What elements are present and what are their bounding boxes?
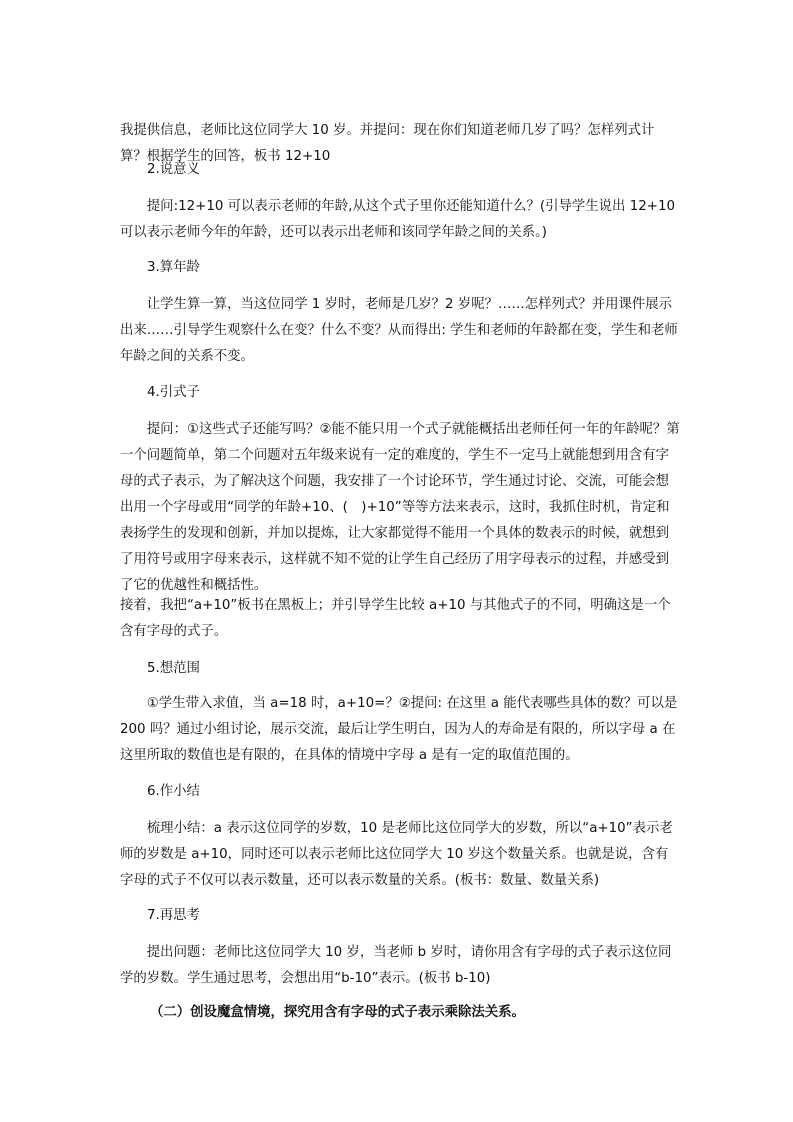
paragraph-5: ①学生带入求值，当 a=18 时，a+10=？②提问: 在这里 a 能代表哪些具体的数？可以是 200 吗？通过小组讨论，展示交流，最后让学生明白，因为人的寿命是有限的，所以字母 a 在这里所取的数值也是有限的，在具体的情境中字母 a 是有一定的取值范围的。 [120,696,678,763]
paragraph-6: 梳理小结：a 表示这位同学的岁数，10 是老师比这位同学大的岁数，所以“a+10”表示老师的岁数是 a+10，同时还可以表示老师比这位同学大 10 岁这个数量关系。也就是说，含有字母的式子不仅可以表示数量，还可以表示数量的关系。(板书：数量、数量关系) [120,821,673,888]
paragraph-intro: 我提供信息，老师比这位同学大 10 岁。并提问：现在你们知道老师几岁了吗？怎样列式计算？根据学生的回答，板书 12+10 [120,123,655,164]
heading-2: 2.说意义 [147,162,200,177]
heading-5: 5.想范围 [147,661,200,676]
paragraph-7: 提出问题：老师比这位同学大 10 岁，当老师 b 岁时，请你用含有字母的式子表示这位同学的岁数。学生通过思考，会想出用“b-10”表示。(板书 b-10) [120,945,672,986]
heading-3: 3.算年龄 [147,260,200,275]
section-heading-2: （二）创设魔盒情境，探究用含有字母的式子表示乘除法关系。 [150,1005,525,1020]
paragraph-4b: 接着，我把“a+10”板书在黑板上；并引导学生比较 a+10 与其他式子的不同，明确这是一个含有字母的式子。 [120,598,671,639]
paragraph-2: 提问:12+10 可以表示老师的年龄,从这个式子里你还能知道什么？(引导学生说出 12+10 可以表示老师今年的年龄，还可以表示出老师和该同学年龄之间的关系。) [120,199,676,240]
heading-6: 6.作小结 [147,784,200,799]
heading-4: 4.引式子 [147,385,200,400]
paragraph-4: 提问：①这些式子还能写吗？②能不能只用一个式子就能概括出老师任何一年的年龄呢？第一个问题简单，第二个问题对五年级来说有一定的难度的，学生不一定马上就能想到用含有字母的式子表示，为了解决这个问题，我安排了一个讨论环节，学生通过讨论、交流，可能会想出用一个字母或用“同学的年龄+10、( )+10”等等方法来表示，这时，我抓住时机，肯定和表扬学生的发现和创新，并加以提炼，让大家都觉得不能用一个具体的数表示的时候，就想到了用符号或用字母来表示，这样就不知不觉的让学生自己经历了用字母表示的过程，并感受到了它的优越性和概括性。 [120,422,680,593]
heading-7: 7.再思考 [147,908,200,923]
paragraph-3: 让学生算一算，当这位同学 1 岁时，老师是几岁？2 岁呢？……怎样列式？并用课件展示出来……引导学生观察什么在变？什么不变？从而得出: 学生和老师的年龄都在变，学生和老师年龄之间的关系不变。 [120,297,678,364]
